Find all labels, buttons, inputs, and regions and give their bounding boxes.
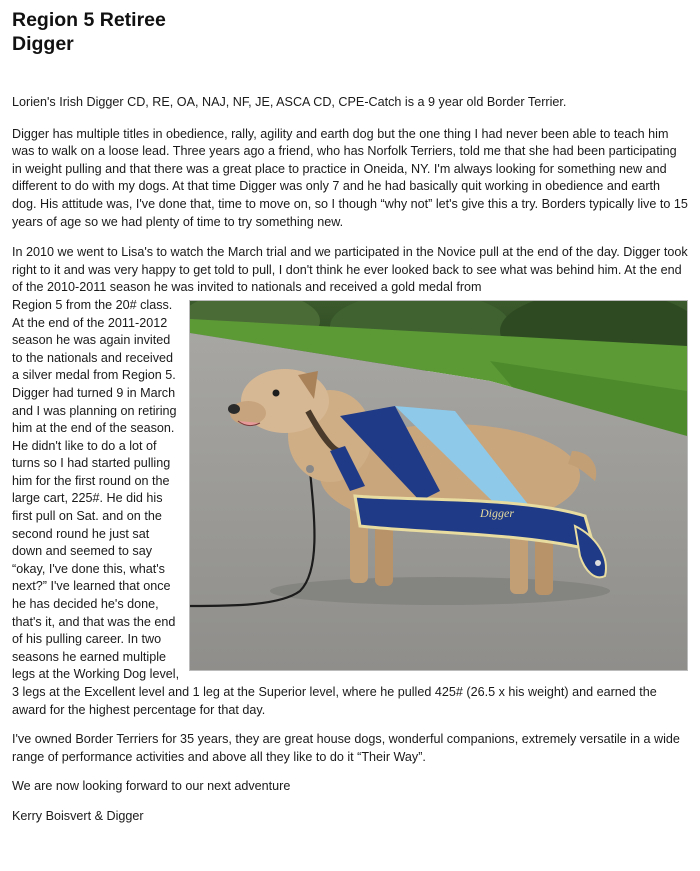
story-paragraph-2-start: In 2010 we went to Lisa's to watch the March trial and we participated in the Novice pull at the end of the day. Digger took right to it and was very happy to get told to pull, I don't think he ever looked back to see what was behind him. At the end of the 2010-2011 season he was invited to nationals and received a gold medal from: [12, 245, 688, 295]
dog-shadow: [270, 577, 610, 605]
title-line-2: Digger: [12, 33, 74, 55]
dog-photo-illustration: [190, 301, 687, 670]
dog-eye: [273, 389, 280, 396]
photo-wrap-block: [12, 297, 688, 719]
intro-paragraph: Lorien's Irish Digger CD, RE, OA, NAJ, NF, JE, ASCA CD, CPE-Catch is a 9 year old Border Terrier.: [12, 95, 567, 109]
closing-paragraph: We are now looking forward to our next adventure: [12, 779, 291, 794]
dog-nose: [228, 404, 240, 414]
page-title: [12, 8, 688, 56]
signature: Kerry Boisvert & Digger: [12, 808, 144, 823]
harness-label: Digger: [480, 505, 514, 520]
harness-ring: [595, 560, 601, 566]
collar-ring: [306, 465, 314, 473]
story-paragraph-1: Digger has multiple titles in obedience, rally, agility and earth dog but the one thing I had never been able to teach him was to walk on a loose lead. Three years ago a friend, who has Norfolk Terriers, told me that she had been participating in weight pulling and that there was a great place to practice in Oneida, NY. I'm always looking for something new and different to do with my dogs. At that time Digger was only 7 and he had basically quit working in obedience and earth dog. His attitude was, I've done that, time to move on, so I though “why not” let's give this a try. Borders typically live to 15 years of age so we had plenty of time to try something new.: [12, 126, 688, 229]
story-paragraph-2-wrapped: Region 5 from the 20# class. At the end of the 2011-2012 season he was again invited to the nationals and received a silver medal from Region 5. Digger had turned 9 in March and I was planning on retiring him at the end of the season. He didn't like to do a lot of turns so I had started pulling him for the first round on the large cart, 225#. He did his first pull on Sat. and on the second round he just sat down and seemed to say “okay, I've done this, what's next?” I've learned that once he has decided he's done, that's it, and that was the end of his pulling career. In two seasons he earned multiple legs at the Working Dog level, 3 legs at the Excellent level and 1 leg at the Superior level, where he pulled 425# (26.5 x his weight) and earned the award for the highest percentage for that day.: [12, 297, 657, 717]
title-line-1: Region 5 Retiree: [12, 9, 166, 31]
story-paragraph-3: I've owned Border Terriers for 35 years, they are great house dogs, wonderful companions, extremely versatile in a wide range of performance activities and above all they like to do it “Their Way”.: [12, 732, 680, 764]
dog-photo: [189, 300, 688, 671]
